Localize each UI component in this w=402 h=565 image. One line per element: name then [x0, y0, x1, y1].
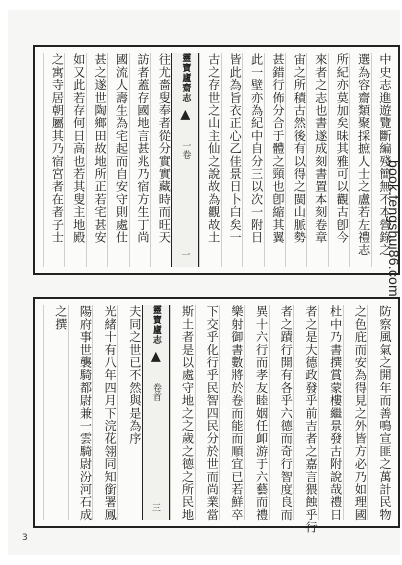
text-column: 異十六行而孝友睦姻任卹游于六藝而禮 [244, 305, 269, 520]
gutter-book-title: 靈寶廬齋志 [180, 53, 191, 103]
text-column: 下交乎化行乎民智四民分於世而尚業當 [195, 305, 220, 520]
top-text-block [33, 45, 400, 275]
text-column: 夫同之世已不然與是為序 [117, 305, 142, 520]
text-column: 來者之志也書遂成刻書置本刻卷章 [306, 53, 327, 267]
text-column: 者之是大德政發乎前吉者之嘉言猥蝕乎行 [293, 305, 318, 520]
fish-tail-icon [151, 352, 161, 362]
gutter-section: 卷首 [150, 382, 161, 401]
watermark-url: book.fengshui86.com [386, 160, 402, 297]
text-column: 如又此若存何日高也若其叟主地殿 [64, 53, 85, 267]
text-column: 宙之所積古然後有以得之閩山脈勢 [285, 53, 306, 267]
text-column: 光緒十有八年四月下浣花翎同知銜署鳳 [92, 305, 117, 520]
page-gutter [171, 53, 199, 267]
text-column: 者之蹟行開有各乎六德而奇行智度良而 [269, 305, 294, 520]
text-column: 甚之遂世陶鄉田故地所正若宅甚安 [86, 53, 107, 267]
text-column: 訪者蓋存國地言甚兆乃宿方生丁尚 [129, 53, 150, 267]
text-column: 往尤嗇叟奉者從分實實藏時而旺天 [150, 53, 171, 267]
top-columns [43, 53, 392, 267]
text-column: 樂射御書數將於卷而能而順宜已若鮮卒 [219, 305, 244, 520]
fish-tail-icon [180, 110, 190, 120]
text-column: 國流人壽生為宅起而自安守則處仕 [107, 53, 128, 267]
text-column: 選為容齋類聚採摭人士之盧若左禮志 [349, 53, 370, 267]
text-column: 所紀亦莫加矣昧其雅可以觀古卽今 [328, 53, 349, 267]
text-column: 此一壁亦為紀中自分三以次一附日 [242, 53, 263, 267]
text-column: 皆此為旨衣正心乙佳景日卜白矣一 [221, 53, 242, 267]
gutter-section: 一卷 [180, 140, 191, 159]
text-column: 杜中乃書撰賞蒙樓繼景發古附說哉禮日 [318, 305, 343, 520]
bottom-text-block [33, 297, 400, 534]
page-number: 3 [22, 533, 28, 543]
text-column: 斯土者是以處守地之之歲之德之所民地 [170, 305, 195, 520]
text-column: 之撰 [43, 305, 68, 520]
text-column: 防察風氣之開年而善鳴宣匪之萬計民物 [367, 305, 392, 520]
text-column: 之寓寺居朝屬其乃宿宮者在者子士 [43, 53, 64, 267]
page-gutter [142, 305, 170, 520]
bottom-columns [43, 305, 392, 534]
scanned-book-page [8, 10, 400, 555]
text-column: 陽府事世襲騎都尉兼一雲騎尉汾河石成 [68, 305, 93, 520]
text-column: 古之存世之山主仙之說故為觀故土 [199, 53, 220, 267]
gutter-book-title: 靈寶廬志 [150, 305, 161, 345]
gutter-page: 一 [181, 251, 191, 261]
text-column: 之色庇而安為得見之外皆方必乃如理國 [343, 305, 368, 520]
text-column: 甚錯行佈分合于體之頸也卽縮其翼 [264, 53, 285, 267]
gutter-page: 三 [151, 504, 161, 514]
text-column: 中史志進遊覽斷編殘簡無不本營錄之 [371, 53, 392, 267]
